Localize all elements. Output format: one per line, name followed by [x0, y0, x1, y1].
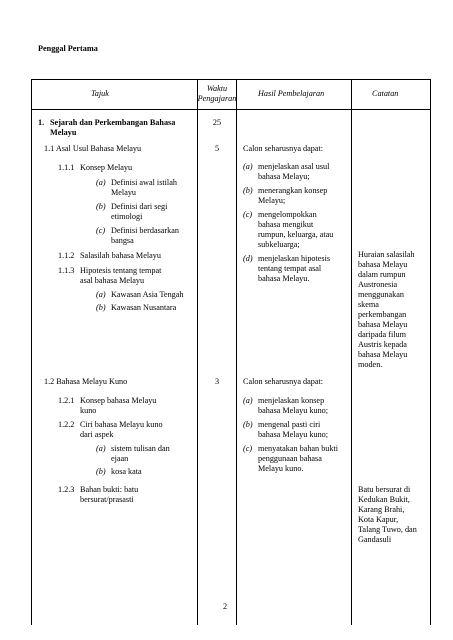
- catatan-1-2-line: Kedukan Bukit,: [358, 495, 410, 504]
- catatan-1-1-line: Austronesia: [358, 280, 398, 289]
- hasil-1-2-a-line2: bahasa Melayu kuno;: [258, 406, 329, 415]
- hasil-1-1-d-line1: menjelaskan hipotesis: [258, 254, 331, 263]
- hasil-1-2-b-line2: bahasa Melayu kuno;: [258, 430, 329, 439]
- catatan-1-1-line: daripada filum: [358, 330, 406, 339]
- row-1-2-waktu: 3: [214, 377, 220, 386]
- row-1-1-1-title: Konsep Melayu: [80, 163, 133, 172]
- row-1-2-2-line1: Ciri bahasa Melayu kuno: [80, 420, 163, 429]
- row-1-waktu: 25: [212, 118, 222, 127]
- hasil-1-1-c-line2: bahasa mengikut: [258, 220, 314, 229]
- row-1-title-line1: Sejarah dan Perkembangan Bahasa: [50, 118, 176, 127]
- row-1-2-2-a-label: (a): [96, 444, 106, 453]
- catatan-1-2-line: Gandasuli: [358, 535, 392, 544]
- row-1-2-2-line2: dari aspek: [80, 430, 114, 439]
- catatan-1-2-line: Batu bersurat di: [358, 485, 411, 494]
- row-1-2-2-number: 1.2.2: [58, 420, 75, 429]
- header-waktu-1: Waktu: [206, 84, 228, 93]
- row-1-1-hasil-intro: Calon seharusnya dapat:: [243, 144, 324, 153]
- catatan-1-1-line: dalam rumpun: [358, 270, 406, 279]
- hasil-1-1-d-label: (d): [243, 254, 253, 263]
- table-left-border: [31, 79, 32, 625]
- hasil-1-2-c-line2: penggunaan bahasa: [258, 454, 322, 463]
- table-top-border: [31, 79, 431, 80]
- hasil-1-1-b-label: (b): [243, 186, 253, 195]
- row-1-1-3-b-text: Kawasan Nusantara: [111, 303, 177, 312]
- header-catatan: Catatan: [372, 89, 399, 98]
- row-1-1-1-c-label: (c): [96, 226, 106, 235]
- row-1-2-1-number: 1.2.1: [58, 396, 75, 405]
- section-title: Penggal Pertama: [38, 44, 98, 53]
- row-1-title-line2: Melayu: [50, 128, 77, 137]
- row-1-1-3-line1: Hipotesis tentang tempat: [80, 266, 162, 275]
- row-1-1-3-line2: asal bahasa Melayu: [80, 276, 145, 285]
- row-1-1-2-title: Salasilah bahasa Melayu: [80, 251, 161, 260]
- row-1-2-1-line1: Konsep bahasa Melayu: [80, 396, 157, 405]
- col-divider-3: [351, 79, 352, 625]
- catatan-1-2-line: Kota Kapur,: [358, 515, 399, 524]
- row-1-1-2-number: 1.1.2: [58, 251, 75, 260]
- row-1-1-1-a-line1: Definisi awal istilah: [111, 178, 177, 187]
- catatan-1-1-line: bahasa Melayu: [358, 320, 408, 329]
- hasil-1-2-a-label: (a): [243, 396, 253, 405]
- hasil-1-1-c-line3: rumpun, keluarga, atau: [258, 230, 334, 239]
- hasil-1-1-a-line2: bahasa Melayu;: [258, 172, 310, 181]
- row-1-2-2-a-line1: sistem tulisan dan: [111, 444, 170, 453]
- row-1-2-2-a-line2: ejaan: [111, 454, 129, 463]
- row-1-2-3-line2: bersurat/prasasti: [80, 495, 134, 504]
- hasil-1-1-d-line2: tentang tempat asal: [258, 264, 322, 273]
- row-1-2-1-line2: kuno: [80, 406, 97, 415]
- catatan-1-1-line: perkembangan: [358, 310, 407, 319]
- row-1-1-1-c-line1: Definisi berdasarkan: [111, 226, 179, 235]
- hasil-1-2-c-line1: menyatakan bahan bukti: [258, 444, 339, 453]
- row-1-1-1-b-label: (b): [96, 202, 106, 211]
- header-waktu-2: Pengajaran: [197, 94, 237, 103]
- row-1-1-1-b-line1: Definisi dari segi: [111, 202, 168, 211]
- row-1-1-waktu: 5: [214, 144, 220, 153]
- catatan-1-1-line: bahasa Melayu: [358, 260, 408, 269]
- header-tajuk: Tajuk: [91, 89, 109, 98]
- hasil-1-1-b-line1: menerangkan konsep: [258, 186, 328, 195]
- hasil-1-2-b-line1: mengenal pasti ciri: [258, 420, 321, 429]
- hasil-1-1-c-line4: subkeluarga;: [258, 240, 300, 249]
- header-hasil: Hasil Pembelajaran: [258, 89, 325, 98]
- row-1-1-1-number: 1.1.1: [58, 163, 75, 172]
- row-1-1-1-a-label: (a): [96, 178, 106, 187]
- col-divider-2: [236, 79, 237, 625]
- hasil-1-1-d-line3: bahasa Melayu.: [258, 274, 310, 283]
- hasil-1-2-a-line1: menjelaskan konsep: [258, 396, 325, 405]
- hasil-1-1-b-line2: Melayu;: [258, 196, 286, 205]
- row-1-2-3-number: 1.2.3: [58, 485, 75, 494]
- row-1-number: 1.: [38, 118, 45, 127]
- row-1-2-title: 1.2 Bahasa Melayu Kuno: [44, 377, 128, 386]
- catatan-1-2-line: Karang Brahi,: [358, 505, 405, 514]
- row-1-1-title: 1.1 Asal Usul Bahasa Melayu: [44, 144, 142, 153]
- hasil-1-1-c-line1: mengelompokkan: [258, 210, 317, 219]
- hasil-1-1-a-line1: menjelaskan asal usul: [258, 162, 330, 171]
- hasil-1-1-a-label: (a): [243, 162, 253, 171]
- row-1-1-3-a-label: (a): [96, 290, 106, 299]
- catatan-1-1-line: menggunakan: [358, 290, 404, 299]
- row-1-2-2-b-label: (b): [96, 467, 106, 476]
- page-number: 2: [223, 602, 228, 611]
- catatan-1-1-line: bahasa Melayu: [358, 350, 408, 359]
- catatan-1-1-line: moden.: [358, 360, 383, 369]
- row-1-1-1-c-line2: bangsa: [111, 236, 134, 245]
- hasil-1-2-c-line3: Melayu kuno.: [258, 464, 304, 473]
- row-1-2-2-b-text: kosa kata: [111, 467, 142, 476]
- hasil-1-1-c-label: (c): [243, 210, 253, 219]
- catatan-1-1-line: Huraian salasilah: [358, 250, 415, 259]
- catatan-1-1-line: Austris kepada: [358, 340, 407, 349]
- catatan-1-2-line: Talang Tuwo, dan: [358, 525, 417, 534]
- catatan-1-1-line: skema: [358, 300, 379, 309]
- col-divider-1: [197, 79, 198, 625]
- row-1-1-3-number: 1.1.3: [58, 266, 75, 275]
- row-1-1-3-b-label: (b): [96, 303, 106, 312]
- row-1-1-3-a-text: Kawasan Asia Tengah: [111, 290, 184, 299]
- hasil-1-2-c-label: (c): [243, 444, 253, 453]
- row-1-2-3-line1: Bahan bukti: batu: [80, 485, 139, 494]
- row-1-2-hasil-intro: Calon seharusnya dapat:: [243, 377, 324, 386]
- header-bottom-border: [31, 109, 431, 110]
- row-1-1-1-a-line2: Melayu: [111, 188, 137, 197]
- table-right-border: [430, 79, 431, 625]
- hasil-1-2-b-label: (b): [243, 420, 253, 429]
- row-1-1-1-b-line2: etimologi: [111, 212, 143, 221]
